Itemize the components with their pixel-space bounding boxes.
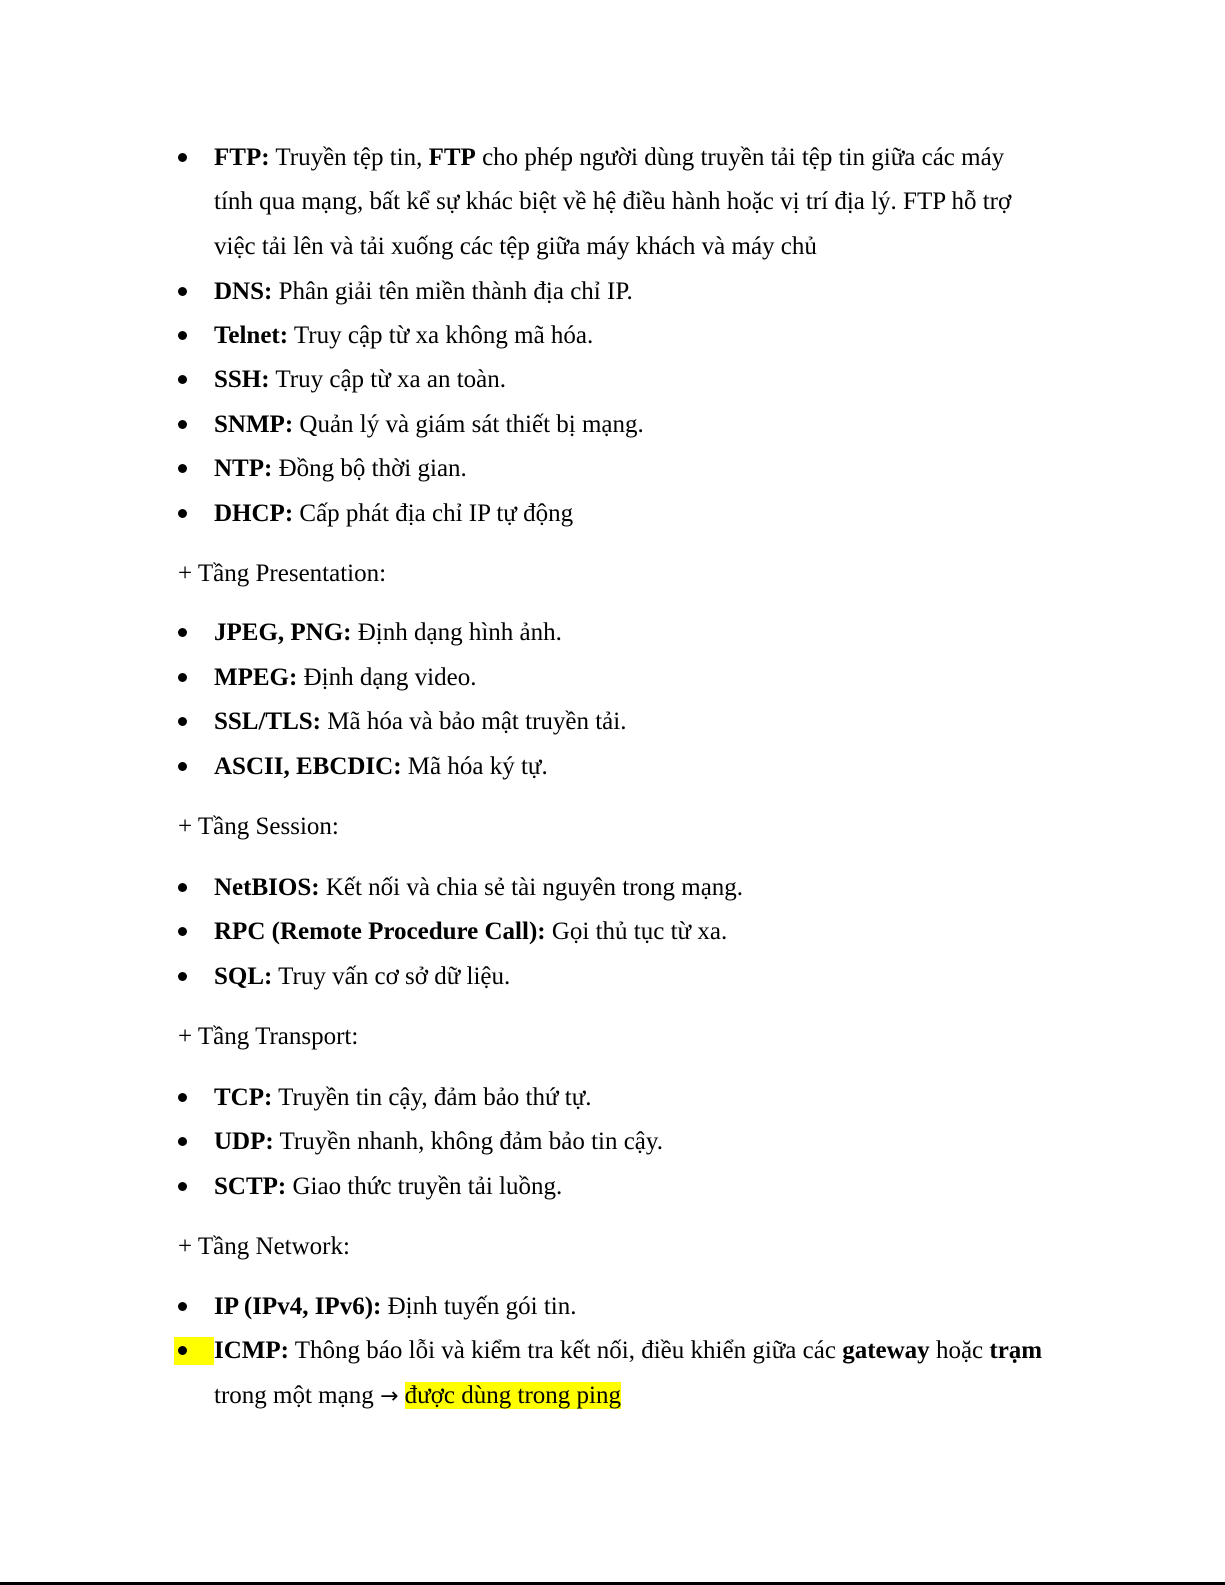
item-text — [214, 454, 467, 484]
arrow-right-icon: → — [379, 1384, 399, 1409]
item-text — [214, 1127, 663, 1157]
item-desc: Mã hóa ký tự. — [401, 753, 548, 780]
item-desc: Thông báo lỗi và kiểm tra kết nối, điều khiển giữa các — [288, 1337, 843, 1364]
item-term: DNS: — [214, 278, 273, 305]
item-term: SSH: — [214, 366, 270, 393]
bullet — [178, 1172, 200, 1202]
item-desc: Định dạng hình ảnh. — [351, 619, 562, 646]
bold-term-tram: trạm — [989, 1337, 1043, 1364]
item-term: RPC (Remote Procedure Call): — [214, 918, 546, 945]
bullet — [178, 663, 200, 693]
section-heading-presentation: + Tầng Presentation: — [178, 560, 387, 587]
bullet — [178, 321, 200, 351]
item-text — [214, 365, 506, 395]
item-term: UDP: — [214, 1128, 274, 1155]
item-desc: Truy cập từ xa an toàn. — [269, 366, 507, 393]
item-desc: Cấp phát địa chỉ IP tự động — [293, 500, 574, 527]
item-term: SSL/TLS: — [214, 708, 322, 735]
item-text — [214, 707, 626, 737]
item-term: MPEG: — [214, 664, 298, 691]
bullet — [178, 454, 200, 484]
item-term: TCP: — [214, 1084, 273, 1111]
item-term: DHCP: — [214, 500, 294, 527]
item-term: SQL: — [214, 963, 273, 990]
list-item-ftp-line-2: tính qua mạng, bất kể sự khác biệt về hệ điều hành hoặc vị trí địa lý. FTP hỗ trợ — [214, 188, 1012, 215]
bullet — [178, 917, 200, 947]
item-text — [214, 618, 562, 648]
bold-term-gateway: gateway — [842, 1337, 930, 1364]
bullet — [178, 277, 200, 307]
item-term: FTP: — [214, 144, 270, 171]
item-text — [214, 1292, 577, 1322]
item-desc: Truy vấn cơ sở dữ liệu. — [272, 963, 511, 990]
item-desc: Truyền nhanh, không đảm bảo tin cậy. — [273, 1128, 664, 1155]
item-text — [214, 1172, 562, 1202]
bullet — [178, 1083, 200, 1113]
item-desc: Truy cập từ xa không mã hóa. — [288, 322, 594, 349]
item-text — [214, 1083, 592, 1113]
bullet — [178, 410, 200, 440]
item-desc: Truyền tin cậy, đảm bảo thứ tự. — [272, 1084, 592, 1111]
bullet — [178, 1292, 200, 1322]
item-term: NetBIOS: — [214, 874, 320, 901]
item-desc: Quản lý và giám sát thiết bị mạng. — [293, 411, 644, 438]
bullet — [178, 143, 200, 173]
item-desc: Mã hóa và bảo mật truyền tải. — [321, 708, 627, 735]
list-item-ftp-line-3: việc tải lên và tải xuống các tệp giữa máy khách và máy chủ — [214, 233, 817, 260]
item-desc: Định tuyến gói tin. — [381, 1293, 577, 1320]
item-term: ASCII, EBCDIC: — [214, 753, 402, 780]
item-term: SNMP: — [214, 411, 294, 438]
item-term: FTP — [428, 144, 476, 171]
item-text — [214, 410, 644, 440]
item-text — [214, 962, 510, 992]
item-text — [214, 752, 548, 782]
section-heading-session: + Tầng Session: — [178, 813, 339, 840]
item-text — [214, 1336, 1042, 1366]
item-term: ICMP: — [214, 1337, 289, 1364]
item-text — [214, 321, 593, 351]
item-term: NTP: — [214, 455, 273, 482]
item-desc: trong một mạng — [214, 1382, 380, 1409]
bullet — [178, 873, 200, 903]
bullet — [178, 707, 200, 737]
item-term: IP (IPv4, IPv6): — [214, 1293, 382, 1320]
item-term: JPEG, PNG: — [214, 619, 352, 646]
item-desc: Định dạng video. — [297, 664, 477, 691]
item-text — [214, 873, 743, 903]
item-text — [214, 917, 727, 947]
item-desc: Truyền tệp tin, — [269, 144, 429, 171]
item-desc: Kết nối và chia sẻ tài nguyên trong mạng. — [319, 874, 744, 901]
item-text — [214, 499, 573, 529]
item-desc: Gọi thủ tục từ xa. — [545, 918, 728, 945]
item-text — [214, 143, 1004, 173]
bullet — [178, 1336, 200, 1366]
item-desc: hoặc — [929, 1337, 990, 1364]
bullet — [178, 365, 200, 395]
highlighted-text: được dùng trong ping — [404, 1382, 621, 1409]
item-desc: Đồng bộ thời gian. — [272, 455, 467, 482]
section-heading-transport: + Tầng Transport: — [178, 1023, 359, 1050]
item-text — [214, 663, 476, 693]
item-term: Telnet: — [214, 322, 289, 349]
bullet — [178, 499, 200, 529]
bullet — [178, 962, 200, 992]
bullet — [178, 618, 200, 648]
item-text — [214, 277, 633, 307]
item-term: SCTP: — [214, 1173, 287, 1200]
item-desc: Phân giải tên miền thành địa chỉ IP. — [272, 278, 633, 305]
bullet — [178, 752, 200, 782]
list-item-icmp-line-2 — [214, 1381, 621, 1412]
item-desc: cho phép người dùng truyền tải tệp tin giữa các máy — [475, 144, 1005, 171]
item-desc: Giao thức truyền tải luồng. — [286, 1173, 563, 1200]
bullet — [178, 1127, 200, 1157]
section-heading-network: + Tầng Network: — [178, 1233, 350, 1260]
